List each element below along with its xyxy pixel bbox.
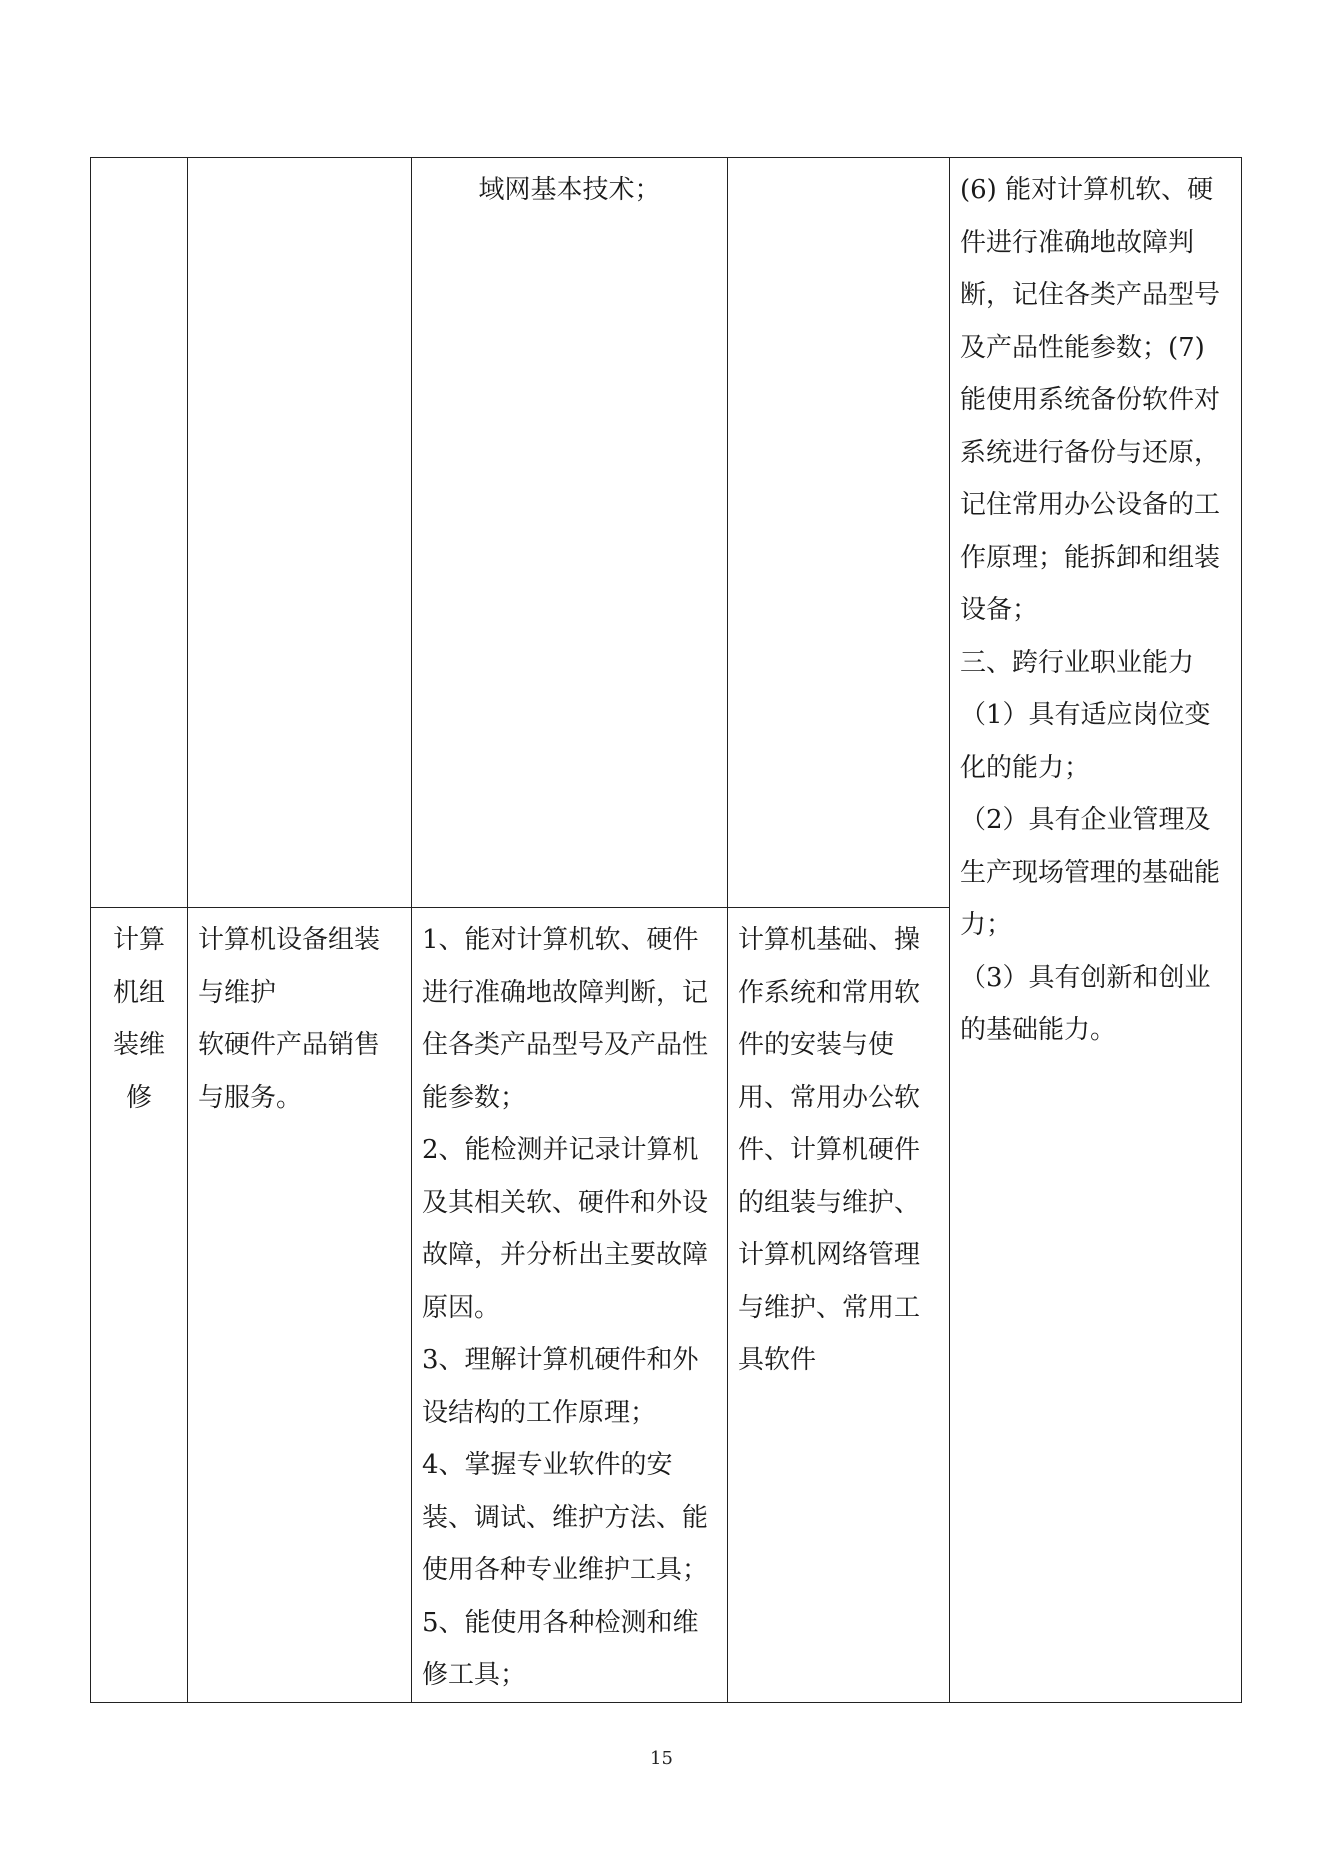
courses-text: 计算机基础、操作系统和常用软件的安装与使用、常用办公软件、计算机硬件的组装与维护、计算机网络管理与维护、常用工具软件 bbox=[738, 925, 921, 1375]
job-task: 软硬件产品销售与服务。 bbox=[198, 1030, 381, 1113]
competency-item: （3）具有创新和创业的基础能力。 bbox=[960, 962, 1211, 1045]
competency-heading: 三、跨行业职业能力 bbox=[960, 647, 1195, 678]
cell-job-tasks bbox=[188, 908, 412, 1703]
page-number: 15 bbox=[650, 1748, 673, 1769]
skill-item: 4、掌握专业软件的安装、调试、维护方法、能使用各种专业维护工具； bbox=[422, 1450, 709, 1585]
competency-item: （2）具有企业管理及生产现场管理的基础能力； bbox=[960, 805, 1221, 940]
job-task: 计算机设备组装与维护 bbox=[198, 925, 381, 1008]
cell-empty bbox=[91, 158, 188, 908]
cell-empty bbox=[188, 158, 412, 908]
cell-job-title bbox=[91, 908, 188, 1703]
skill-item: 3、理解计算机硬件和外设结构的工作原理； bbox=[422, 1345, 699, 1428]
skill-item: 2、能检测并记录计算机及其相关软、硬件和外设故障，并分析出主要故障原因。 bbox=[422, 1135, 709, 1323]
skill-item: 1、能对计算机软、硬件进行准确地故障判断，记住各类产品型号及产品性能参数； bbox=[422, 925, 709, 1113]
cell-skill-requirements bbox=[412, 908, 728, 1703]
job-title-text: 计算机组装维修 bbox=[112, 925, 165, 1113]
table-row bbox=[91, 158, 1242, 908]
cell-empty bbox=[728, 158, 950, 908]
competency-text: (6) 能对计算机软、硬件进行准确地故障判断，记住各类产品型号及产品性能参数；(7) 能使用系统备份软件对系统进行备份与还原，记住常用办公设备的工作原理；能拆卸和组装设备； bbox=[960, 175, 1221, 625]
cell-competencies bbox=[950, 158, 1242, 1703]
cell-knowledge-continued bbox=[412, 158, 728, 908]
cell-text: 域网基本技术； bbox=[478, 175, 661, 205]
skill-item: 5、能使用各种检测和维修工具； bbox=[422, 1607, 699, 1690]
cell-courses bbox=[728, 908, 950, 1703]
competency-item: （1）具有适应岗位变化的能力； bbox=[960, 700, 1211, 783]
curriculum-table bbox=[90, 157, 1242, 1703]
